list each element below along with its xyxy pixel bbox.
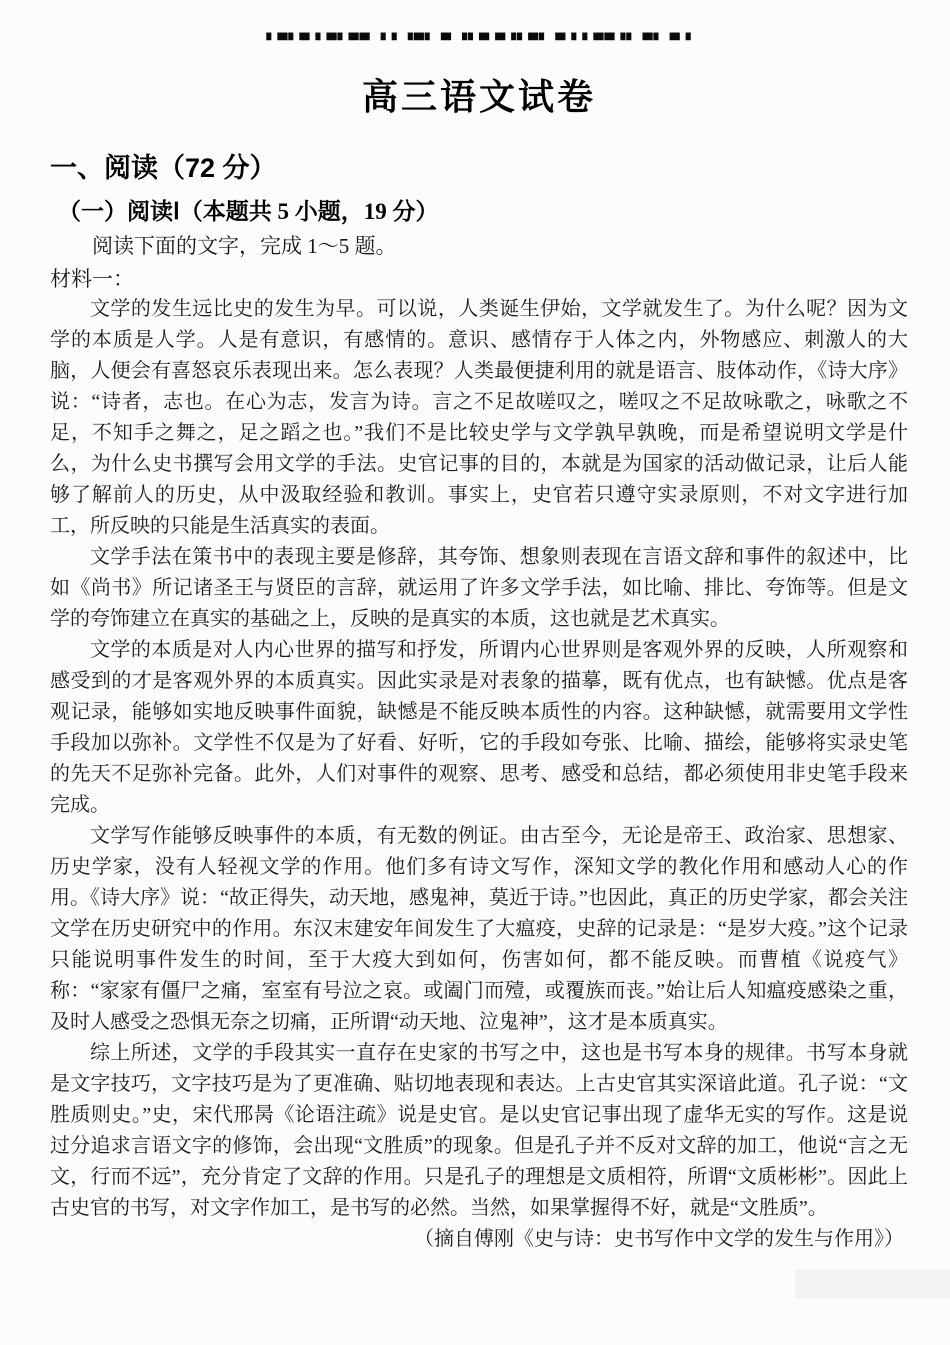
clipped-header-text: ▖▄▖▄▗ ▄▖▄▄ ▗ ▖▗▄▖ ▄ ▗▖▄ ▄▗▖▄▖ ▄▗ ▖▄▄▗▖ ▄▖ ▄▗ xyxy=(266,26,692,41)
material-one-label: 材料一： xyxy=(50,267,134,291)
material-paragraph-3: 文学的本质是对人内心世界的描写和抒发，所谓内心世界则是客观外界的反映，人所观察和感受到的才是客观外界的本质真实。因此实录是对表象的描摹，既有优点，也有缺憾。优点是客观记录，能够如实地反映事件面貌，缺憾是不能反映本质性的内容。这种缺憾，就需要用文学性手段加以弥补。文学性不仅是为了好看、好听，它的手段如夸张、比喻、描绘，能够将实录史笔的先天不足弥补完备。此外，人们对事件的观察、思考、感受和总结，都必须使用非史笔手段来完成。 xyxy=(50,639,908,816)
section-heading-reading: 一、阅读（72 分） xyxy=(50,153,277,183)
material-paragraph-5: 综上所述，文学的手段其实一直存在史家的书写之中，这也是书写本身的规律。书写本身就是文字技巧，文字技巧是为了更准确、贴切地表现和表达。上古史官其实深谙此道。孔子说：“文胜质则史。”史，宋代邢昺《论语注疏》说是史官。是以史官记事出现了虚华无实的写作。这是说过分追求言语文字的修饰，会出现“文胜质”的现象。但是孔子并不反对文辞的加工，他说“言之无文，行而不远”，充分肯定了文辞的作用。只是孔子的理想是文质相符，所谓“文质彬彬”。因此上古史官的书写，对文字作加工，是书写的必然。当然，如果掌握得不好，就是“文胜质”。 xyxy=(50,1042,908,1219)
citation-line: （摘自傅刚《史与诗：史书写作中文学的发生与作用》） xyxy=(414,1228,904,1250)
subsection-heading-reading-1: （一）阅读Ⅰ（本题共 5 小题，19 分） xyxy=(58,199,439,224)
material-paragraph-2: 文学手法在策书中的表现主要是修辞，其夸饰、想象则表现在言语文辞和事件的叙述中，比如《尚书》所记诸圣王与贤臣的言辞，就运用了许多文学手法，如比喻、排比、夸饰等。但是文学的夸饰建立在真实的基础之上，反映的是真实的本质，这也就是艺术真实。 xyxy=(50,546,908,630)
scan-artifact xyxy=(795,1270,950,1298)
instruction-line: 阅读下面的文字，完成 1～5 题。 xyxy=(92,234,397,258)
material-paragraph-4: 文学写作能够反映事件的本质，有无数的例证。由古至今，无论是帝王、政治家、思想家、历史学家，没有人轻视文学的作用。他们多有诗文写作，深知文学的教化作用和感动人心的作用。《诗大序》说：“故正得失，动天地，感鬼神，莫近于诗。”也因此，真正的历史学家，都会关注文学在历史研究中的作用。东汉末建安年间发生了大瘟疫，史辞的记录是：“是岁大疫。”这个记录只能说明事件发生的时间，至于大疫大到如何，伤害如何，都不能反映。而曹植《说疫气》称：“家家有僵尸之痛，室室有号泣之哀。或阖门而殪，或覆族而丧。”始让后人知瘟疫感染之重，及时人感受之恐惧无奈之切痛，正所谓“动天地、泣鬼神”，这才是本质真实。 xyxy=(50,825,908,1033)
material-one-body xyxy=(50,294,908,1224)
material-paragraph-1: 文学的发生远比史的发生为早。可以说，人类诞生伊始，文学就发生了。为什么呢？因为文学的本质是人学。人是有意识，有感情的。意识、感情存于人体之内，外物感应、刺激人的大脑，人便会有喜怒哀乐表现出来。怎么表现？人类最便捷利用的就是语言、肢体动作，《诗大序》说：“诗者，志也。在心为志，发言为诗。言之不足故嗟叹之，嗟叹之不足故咏歌之，咏歌之不足，不知手之舞之，足之蹈之也。”我们不是比较史学与文学孰早孰晚，而是希望说明文学是什么，为什么史书撰写会用文学的手法。史官记事的目的，本就是为国家的活动做记录，让后人能够了解前人的历史，从中汲取经验和教训。事实上，史官若只遵守实录原则，不对文字进行加工，所反映的只能是生活真实的表面。 xyxy=(50,298,908,537)
page-title: 高三语文试卷 xyxy=(361,76,596,117)
